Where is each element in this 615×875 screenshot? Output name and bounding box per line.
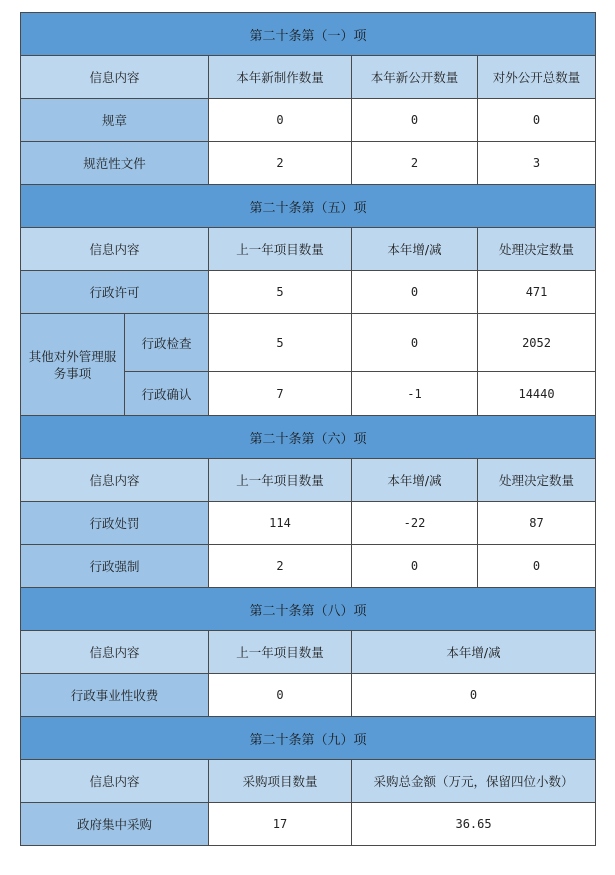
cell-value: 2 bbox=[209, 545, 352, 588]
column-header: 上一年项目数量 bbox=[209, 459, 352, 502]
cell-value: 0 bbox=[478, 99, 596, 142]
cell-value: 0 bbox=[352, 314, 478, 372]
row-label: 行政强制 bbox=[21, 545, 209, 588]
section-title: 第二十条第（一）项 bbox=[21, 13, 596, 56]
cell-value: 36.65 bbox=[352, 803, 596, 846]
group-label: 其他对外管理服务事项 bbox=[21, 314, 125, 416]
table-row bbox=[21, 803, 596, 846]
row-label: 规范性文件 bbox=[21, 142, 209, 185]
cell-value: 14440 bbox=[478, 372, 596, 416]
cell-value: 0 bbox=[352, 674, 596, 717]
column-header: 上一年项目数量 bbox=[209, 631, 352, 674]
disclosure-table bbox=[20, 12, 596, 846]
cell-value: 5 bbox=[209, 314, 352, 372]
column-header: 采购总金额（万元，保留四位小数） bbox=[352, 760, 596, 803]
cell-value: 471 bbox=[478, 271, 596, 314]
cell-value: -1 bbox=[352, 372, 478, 416]
cell-value: 17 bbox=[209, 803, 352, 846]
row-label: 行政许可 bbox=[21, 271, 209, 314]
column-header: 信息内容 bbox=[21, 760, 209, 803]
column-header: 本年新制作数量 bbox=[209, 56, 352, 99]
column-header: 处理决定数量 bbox=[478, 459, 596, 502]
column-header: 对外公开总数量 bbox=[478, 56, 596, 99]
column-header: 采购项目数量 bbox=[209, 760, 352, 803]
cell-value: 0 bbox=[478, 545, 596, 588]
cell-value: 2 bbox=[209, 142, 352, 185]
column-header: 信息内容 bbox=[21, 631, 209, 674]
cell-value: 3 bbox=[478, 142, 596, 185]
section-title: 第二十条第（九）项 bbox=[21, 717, 596, 760]
cell-value: 2052 bbox=[478, 314, 596, 372]
table-row bbox=[21, 271, 596, 314]
cell-value: 87 bbox=[478, 502, 596, 545]
cell-value: 2 bbox=[352, 142, 478, 185]
column-header: 处理决定数量 bbox=[478, 228, 596, 271]
table-row bbox=[21, 314, 596, 372]
column-header: 本年增/减 bbox=[352, 459, 478, 502]
section-title: 第二十条第（五）项 bbox=[21, 185, 596, 228]
column-header: 信息内容 bbox=[21, 459, 209, 502]
table-row bbox=[21, 502, 596, 545]
cell-value: 0 bbox=[352, 545, 478, 588]
table-row bbox=[21, 99, 596, 142]
column-header: 本年新公开数量 bbox=[352, 56, 478, 99]
table-row bbox=[21, 142, 596, 185]
row-label: 规章 bbox=[21, 99, 209, 142]
column-header: 信息内容 bbox=[21, 56, 209, 99]
cell-value: 0 bbox=[209, 99, 352, 142]
cell-value: 0 bbox=[209, 674, 352, 717]
cell-value: 7 bbox=[209, 372, 352, 416]
section-title: 第二十条第（六）项 bbox=[21, 416, 596, 459]
row-label: 政府集中采购 bbox=[21, 803, 209, 846]
row-label: 行政处罚 bbox=[21, 502, 209, 545]
cell-value: 5 bbox=[209, 271, 352, 314]
cell-value: -22 bbox=[352, 502, 478, 545]
column-header: 本年增/减 bbox=[352, 631, 596, 674]
row-label: 行政检查 bbox=[125, 314, 209, 372]
column-header: 信息内容 bbox=[21, 228, 209, 271]
row-label: 行政确认 bbox=[125, 372, 209, 416]
cell-value: 114 bbox=[209, 502, 352, 545]
table-row bbox=[21, 674, 596, 717]
cell-value: 0 bbox=[352, 99, 478, 142]
column-header: 本年增/减 bbox=[352, 228, 478, 271]
cell-value: 0 bbox=[352, 271, 478, 314]
table-row bbox=[21, 545, 596, 588]
row-label: 行政事业性收费 bbox=[21, 674, 209, 717]
section-title: 第二十条第（八）项 bbox=[21, 588, 596, 631]
column-header: 上一年项目数量 bbox=[209, 228, 352, 271]
